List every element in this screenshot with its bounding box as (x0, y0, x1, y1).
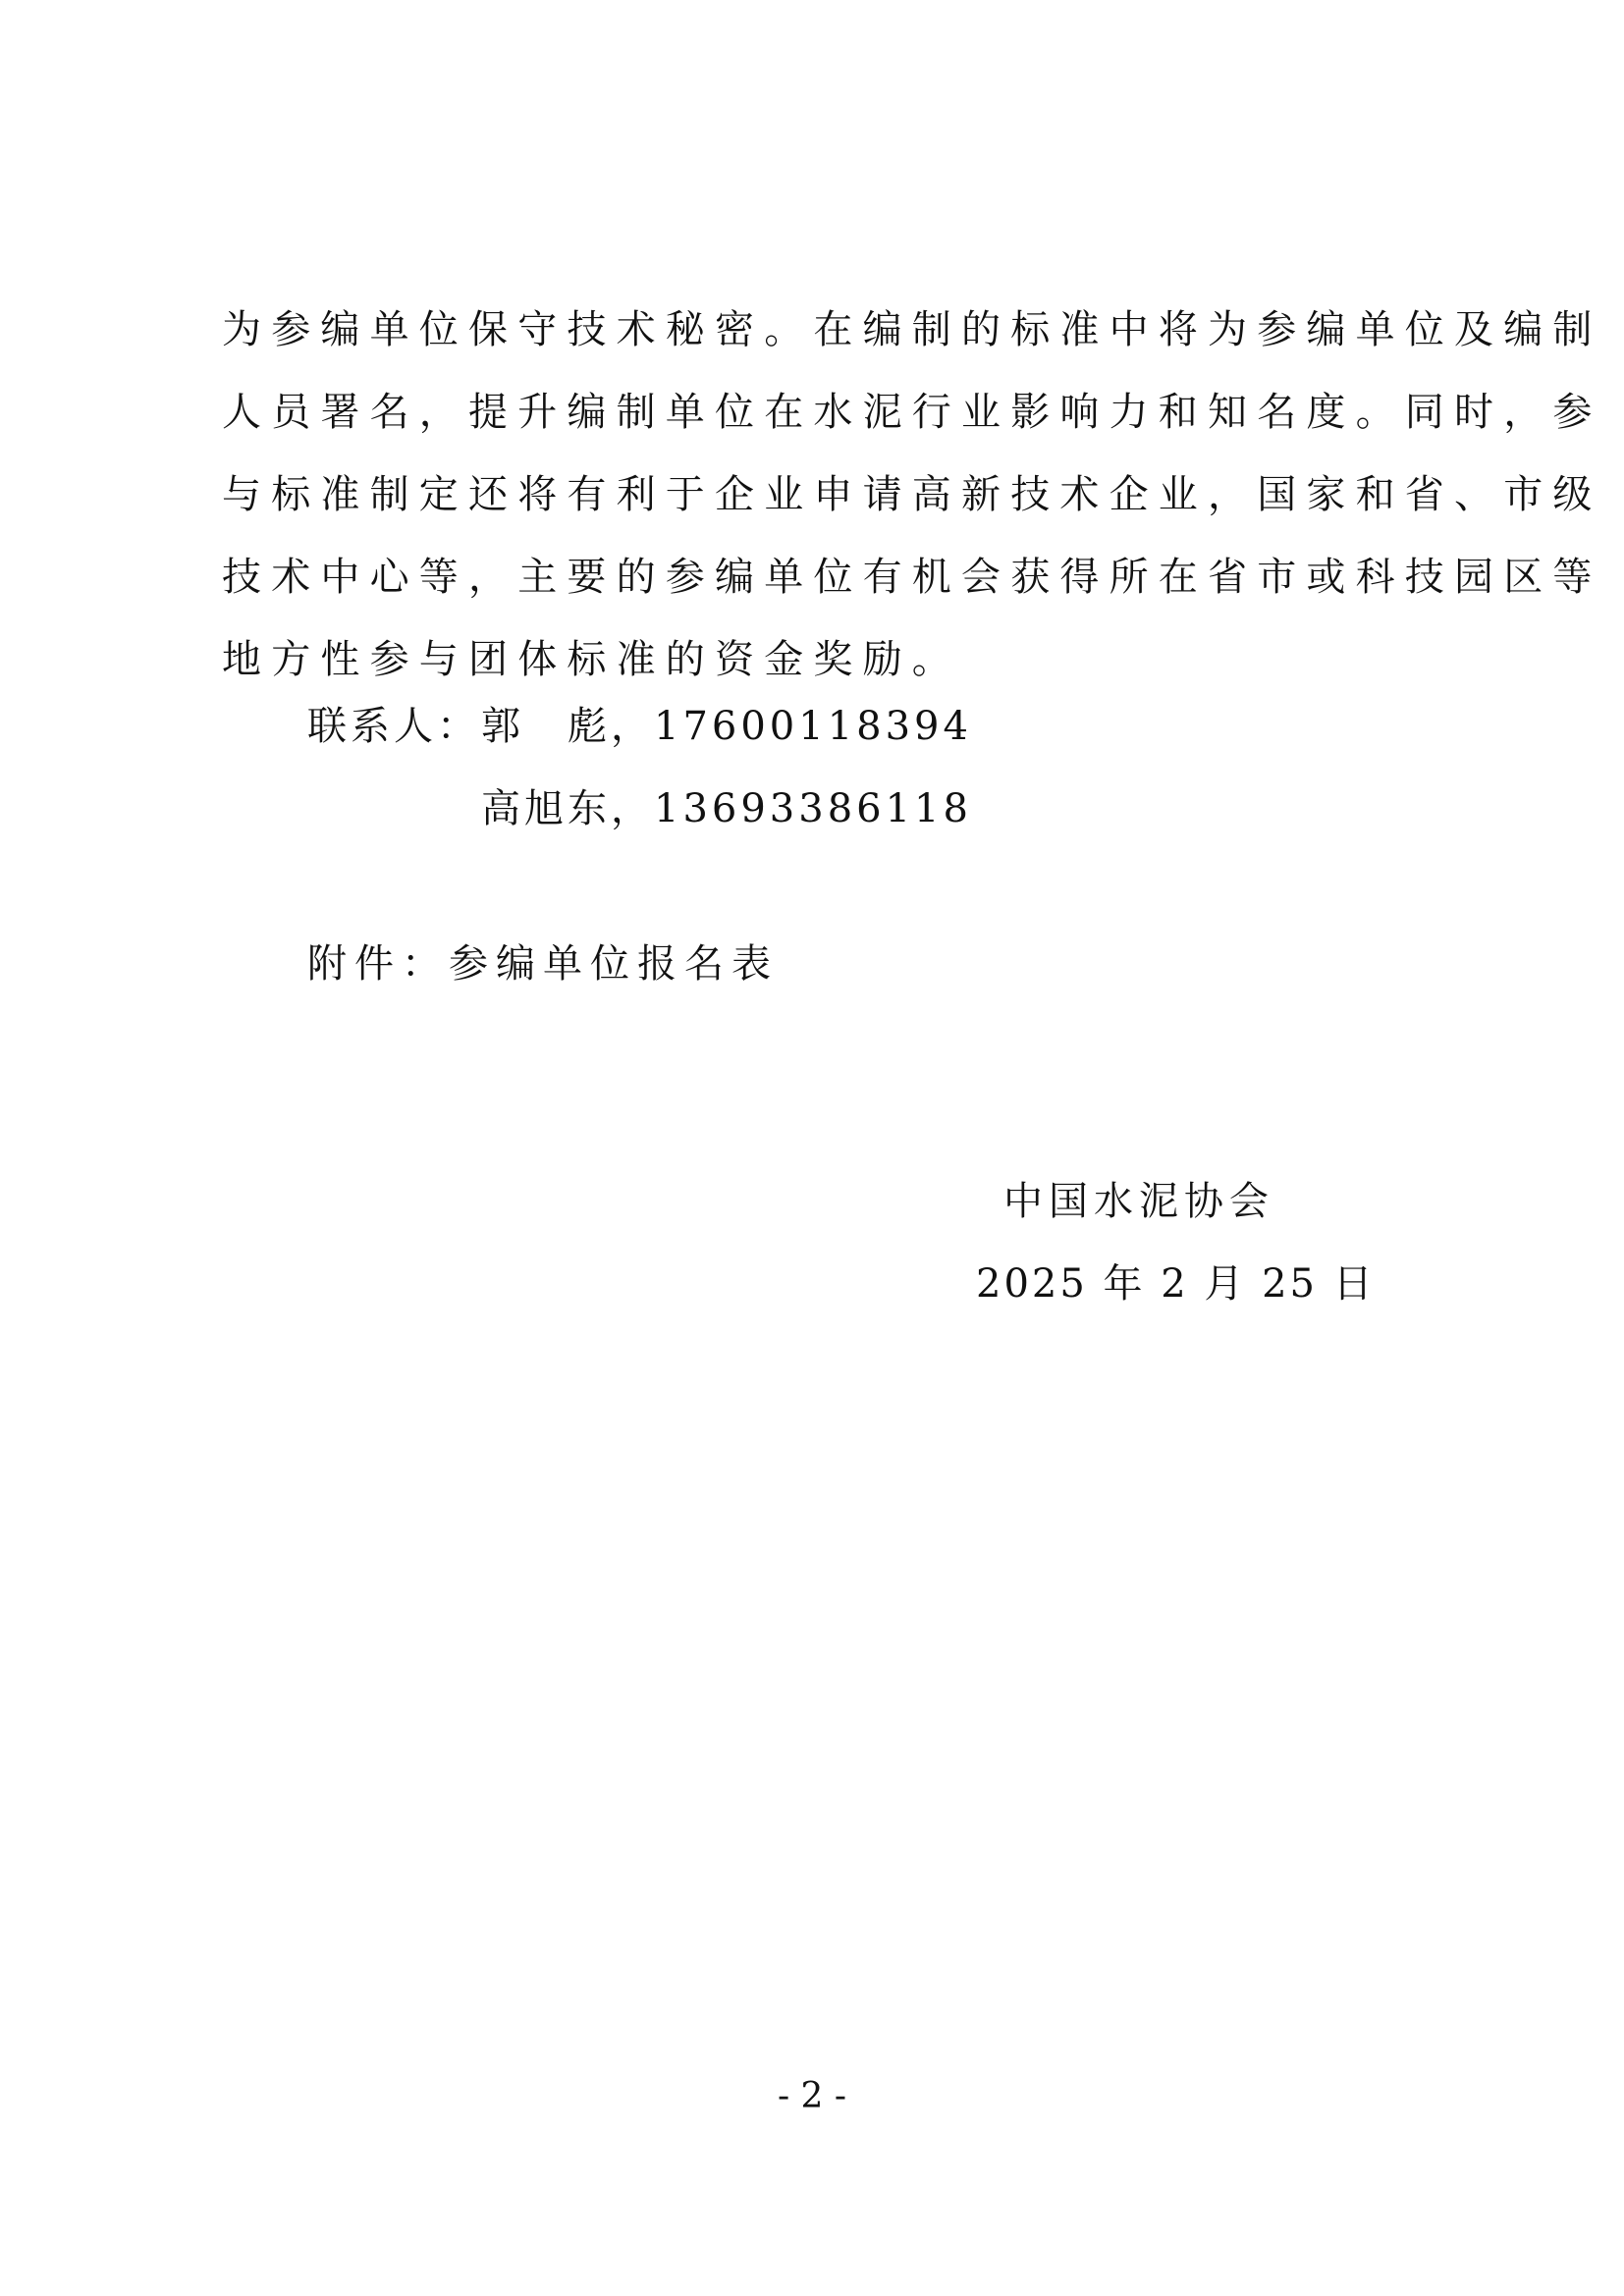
body-line-3: 与标准制定还将有利于企业申请高新技术企业，国家和省、市级 (222, 472, 1602, 517)
body-line-2: 人员署名，提升编制单位在水泥行业影响力和知名度。同时，参 (222, 390, 1602, 435)
body-line-5: 地方性参与团体标准的资金奖励。 (222, 637, 961, 682)
page-number: - 2 - (777, 2076, 847, 2116)
signature-date: 2025 年 2 月 25 日 (976, 1261, 1376, 1307)
contact-person-1: 郭 彪，17600118394 (481, 704, 972, 749)
attachment-line: 附件：参编单位报名表 (307, 941, 779, 987)
contact-person-2: 高旭东，13693386118 (481, 786, 972, 831)
body-line-4: 技术中心等，主要的参编单位有机会获得所在省市或科技园区等 (222, 555, 1602, 600)
body-line-1: 为参编单位保守技术秘密。在编制的标准中将为参编单位及编制 (222, 307, 1602, 352)
contact-label: 联系人： (307, 704, 480, 749)
signature-organization: 中国水泥协会 (1003, 1179, 1274, 1224)
